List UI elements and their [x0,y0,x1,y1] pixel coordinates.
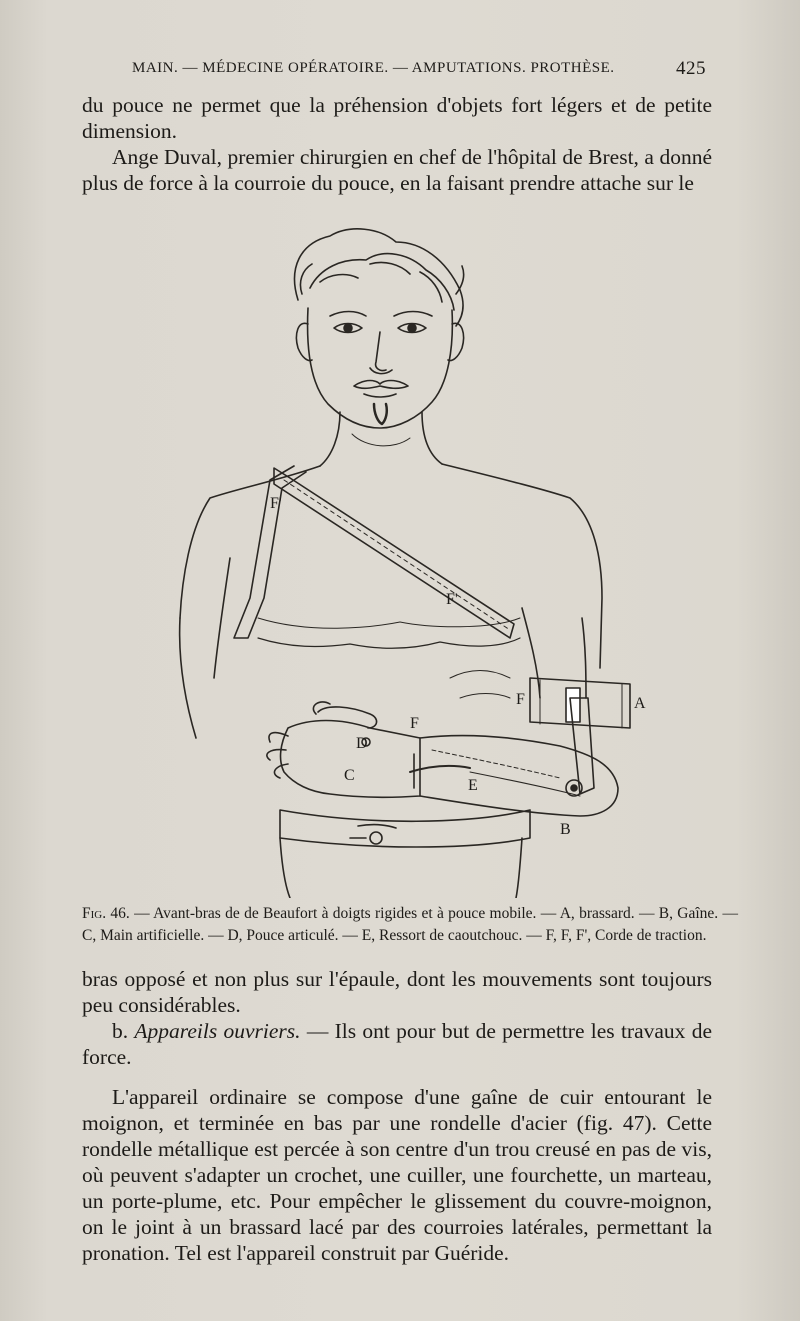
section-letter: b. [112,1019,129,1043]
paragraph: Ange Duval, premier chirurgien en chef de l'hôpital de Brest, a donné plus de force à la courroie du pouce, en la faisant prendre attache sur le [82,145,712,195]
caption-text: — Avant-bras de de Beaufort à doigts rigides et à pouce mobile. — A, brassard. — B, Gaîne. — C, Main artificielle. — D, Pouce articulé. — E, Ressort de caoutchouc. — F, F, F', Corde de traction. [82,905,738,944]
paragraph: L'appareil ordinaire se compose d'une gaîne de cuir entourant le moignon, et terminée en bas par une rondelle d'acier (fig. 47). Cette rondelle métallique est percée à son centre d'un trou creusé en pas de vis, où peuvent s'adapter un crochet, une cuiller, une fourchette, un marteau, un porte-plume, etc. Pour empêcher le glissement du couvre-moignon, on le joint à un brassard lacé par des courroies latérales, permettant la pronation. Tel est l'appareil construit par Guéride. [82,1085,712,1265]
label-d: D [356,735,368,752]
page-number: 425 [676,58,706,79]
figure-caption [82,903,738,947]
label-c: C [344,767,355,784]
prosthesis-illustration [170,198,650,898]
running-header [132,58,712,82]
paragraph: bras opposé et non plus sur l'épaule, dont les mouvements sont toujours peu considérables. [82,967,712,1017]
figure-number: Fig. 46. [82,905,130,922]
section-title: Appareils ouvriers. [134,1019,301,1043]
paragraph: du pouce ne permet que la préhension d'objets fort légers et de petite dimension. [82,93,712,143]
label-a: A [634,695,646,712]
label-f-prime-chest: F' [446,591,458,608]
section-text: — Ils ont pour but de permettre les travaux de force. [82,1019,712,1069]
section-heading-paragraph [82,1018,712,1070]
label-e: E [468,777,478,794]
label-f-prime: F' [270,495,282,512]
body-text-top [82,92,712,196]
running-title: MAIN. — MÉDECINE OPÉRATOIRE. — AMPUTATIONS. PROTHÈSE. [132,60,615,76]
label-b: B [560,821,571,838]
label-f-hand: F [410,715,419,732]
label-f-arm: F [516,691,525,708]
body-text-bottom [82,966,712,1266]
